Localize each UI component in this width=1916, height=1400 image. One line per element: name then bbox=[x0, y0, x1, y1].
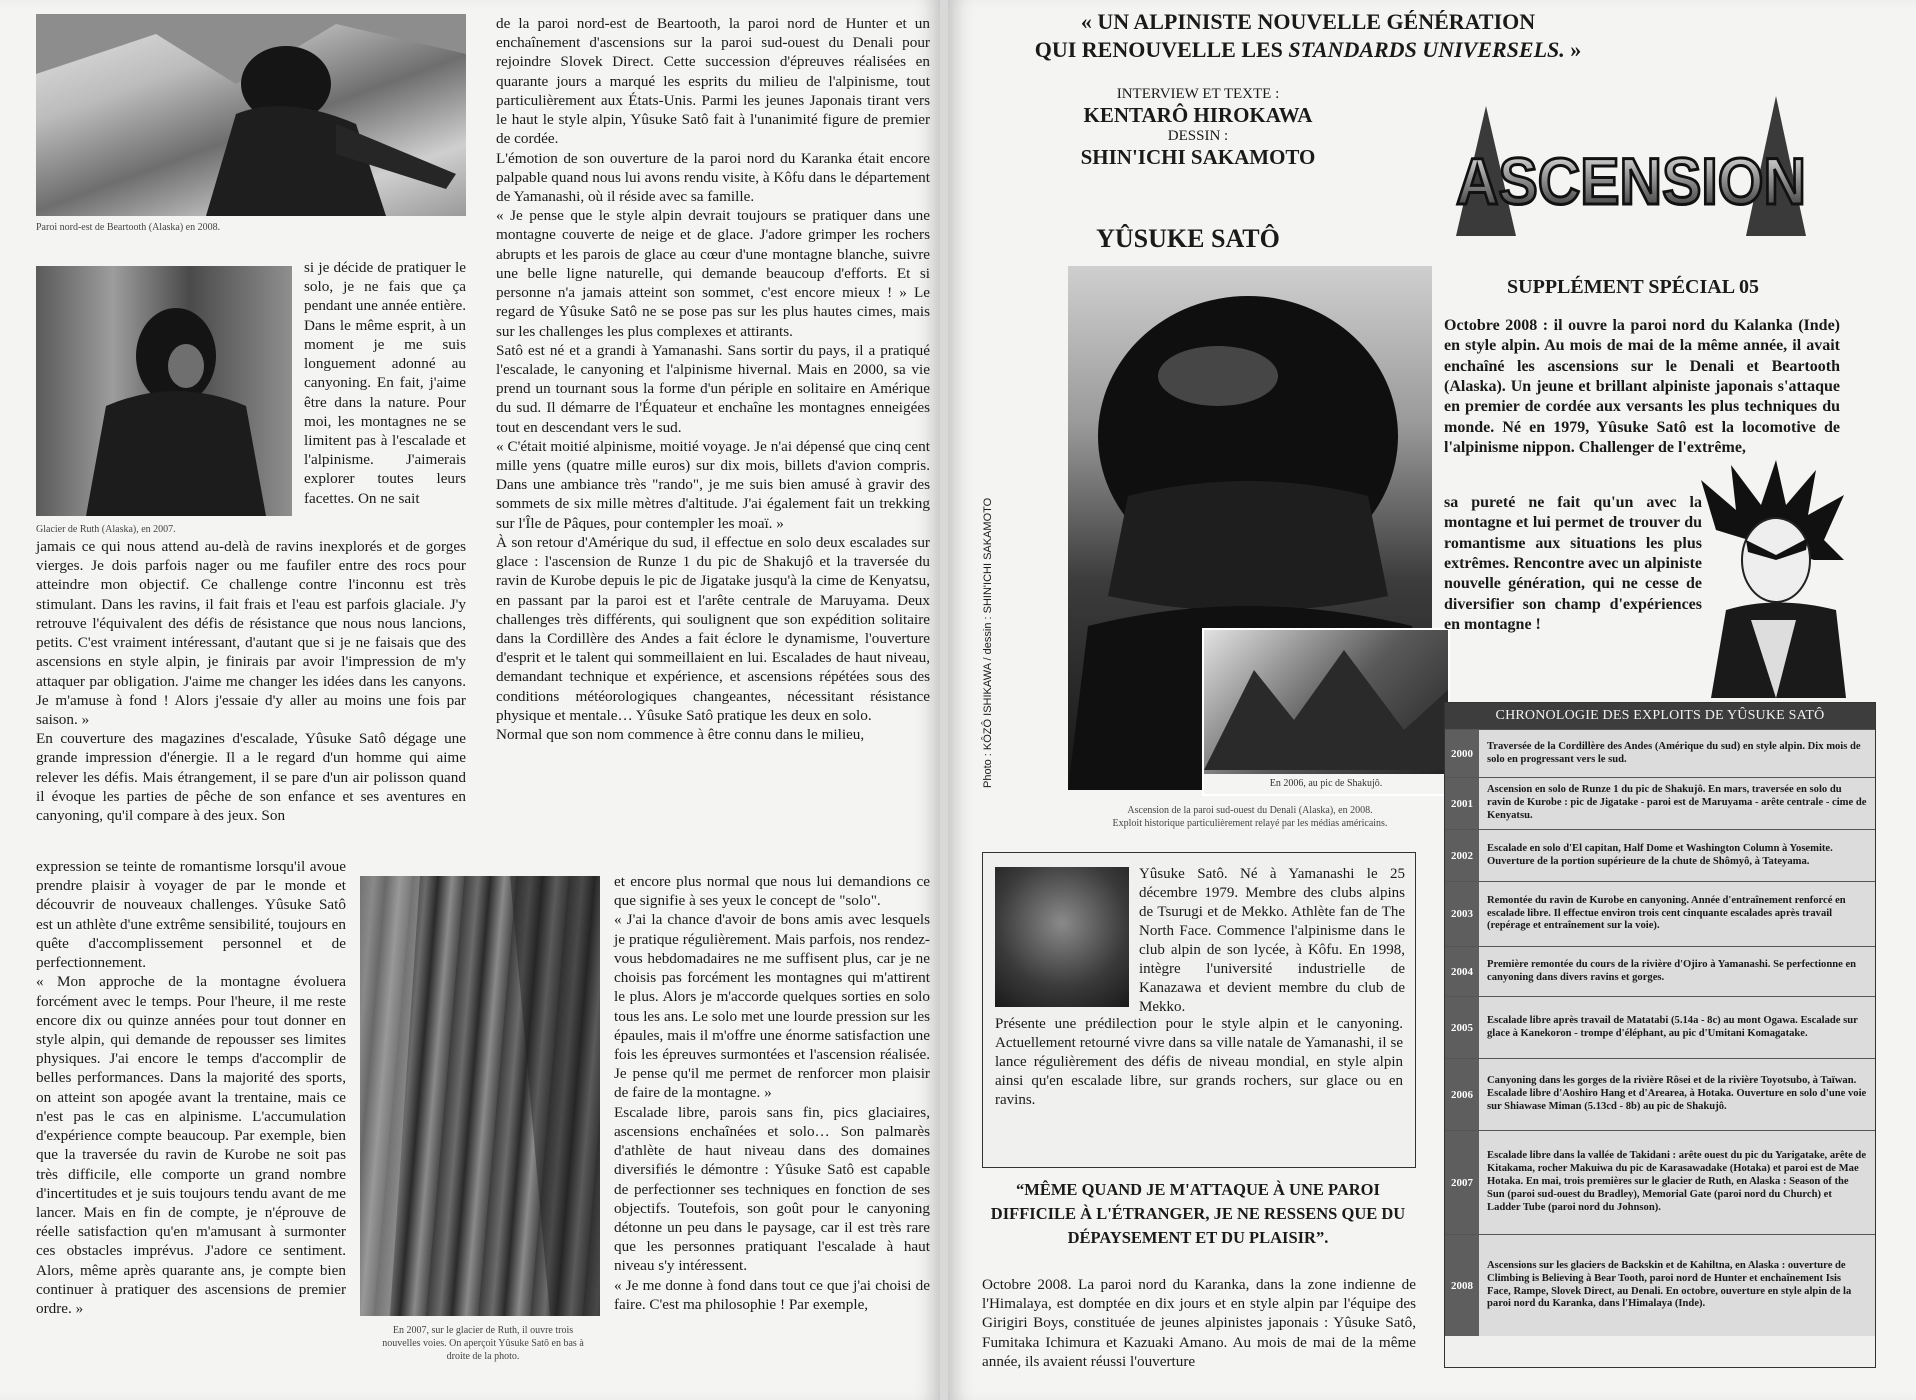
photo-beartooth bbox=[36, 14, 466, 216]
hooded-climber bbox=[36, 266, 292, 516]
chronology-row bbox=[1445, 881, 1875, 946]
inset-photo-shakujo bbox=[1202, 628, 1450, 796]
right-page bbox=[948, 0, 1916, 1400]
chronology-year: 2002 bbox=[1445, 830, 1479, 881]
col1-narrow-text: expression se teinte de romantisme lorsqu'il avoue prendre plaisir à voyager de par le monde et découvrir de nouveaux challenges. Yûsuke Satô est un athlète d'une extrême sensibilité, toujours en quête d'accomplissement personnel et de perfectionnement. « Mon approche de la montagne évoluera forcément avec le temps. Pour l'heure, il me reste encore dix ou quinze années pour tout donner en style alpin, qui demande de repousser ses limites physiques. J'ai encore le temps d'accomplir de belles performances. Dans la majorité des sports, on atteint son apogée avant la trentaine, mais ce n'est pas le cas en alpinisme. L'accumulation d'expérience compte beaucoup. Par exemple, bien que la traversée du ravin de Kurobe ne soit pas très difficile, elle comporte un grand nombre d'incertitudes et je suis toujours tendu avant de me lancer. Mais en fin de compte, je n'éprouve de réelle satisfaction qu'en m'amusant à surmonter ces obstacles imprévus. J'adore ce sentiment. Alors, même après quarante ans, je compte bien continuer à pratiquer des ascensions de premier ordre. » bbox=[36, 858, 346, 1318]
athlete-name: YÛSUKE SATÔ bbox=[1096, 224, 1280, 253]
chronology-event: Ascension en solo de Runze 1 du pic de Shakujô. En mars, traversée en solo du ravin de Kurobe : pic de Jigatake - paroi est de Maruyama - arête centrale - cime de Kenyatsu. bbox=[1487, 784, 1867, 821]
chronology-row bbox=[1445, 946, 1875, 996]
logo-graphic bbox=[1446, 86, 1816, 256]
bio-full-text: Présente une prédilection pour le style alpin et le canyoning. Actuellement retourné vivre dans sa ville natale de Yamanashi, il se lance régulièrement des défis de niveau mondial, en style alpin ainsi qu'en escalade libre, sur grands rochers, sur glace ou en ravins. bbox=[995, 1016, 1403, 1108]
chronology-year: 2000 bbox=[1445, 730, 1479, 777]
inset-caption: En 2006, au pic de Shakujô. bbox=[1204, 774, 1448, 794]
col1-para-1: jamais ce qui nous attend au-delà de ravins inexplorés et de gorges vierges. Je dois parfois nager ou me faufiler entre des rocs pour atteindre mon objectif. Ce challenge contre l'inconnu est très stimulant. Dans les ravins, il fait frais et l'eau est parfois glaciale. J'y retrouve l'équivalent des défis de résistance que nous nous lancions, petits. C'est vraiment intéressant, d'autant que si je ne faisais que des ascensions en style alpin, je finirais par avoir l'impression de m'y attaquer par obligation. J'aime me changer les idées dans les canyons. Je m'amuse à fond ! Alors j'essaie d'y aller au moins une fois par saison. » bbox=[36, 538, 466, 728]
col1-full-text bbox=[36, 537, 466, 825]
chronology-event: Escalade libre dans la vallée de Takidani : arête ouest du pic du Yarigatake, arête de Kitakama, rocher Makuiwa du pic de Karasawadake (Hotaka) et paroi est de Mae Hotaka. En mai, trois premières sur le glacier de Ruth, en Alaska : Season of the Sun (paroi sud-ouest du Bradley), Memorial Gate (paroi nord du Church) et Ladder Tube (paroi nord du Johnson). bbox=[1487, 1150, 1867, 1213]
supplement-title: SUPPLÉMENT SPÉCIAL 05 bbox=[1507, 276, 1759, 298]
chronology-year: 2003 bbox=[1445, 882, 1479, 946]
inset-mountain bbox=[1204, 630, 1448, 770]
bio-wrap-text: Yûsuke Satô. Né à Yamanashi le 25 décembre 1979. Membre des clubs alpins de Tsurugi et de Mekko. Athlète fan de The North Face. Commence l'alpinisme dans le club alpin de son lycée, à Kôfu. En 1998, intègre l'université industrielle de Kanazawa et devient membre du club de Mekko. bbox=[1139, 866, 1405, 1015]
chronology-rows bbox=[1445, 729, 1875, 1336]
chronology-event: Escalade libre après travail de Matatabi (5.14a - 8c) au mont Ogawa. Escalade sur glace à Kanekoron - trompe d'éléphant, au pic d'Umitani Komagatake. bbox=[1487, 1014, 1858, 1039]
col2-narrow-text: et encore plus normal que nous lui demandions ce que signifie à ses yeux le concept de "solo". « J'ai la chance d'avoir de bons amis avec lesquels je pratique régulièrement. Mais parfois, nos rendez-vous hebdomadaires ne me suffisent plus, car je ne choisis pas forcément les montagnes qui m'attirent le plus. Alors je m'accorde quelques sorties en solo tous les ans. Le solo met une lourde pression sur les épaules, mais il m'offre une énorme satisfaction une fois les épreuves surmontées et l'ascension réalisée. Je pense qu'il me permet de renforcer mon plaisir de faire de la montagne. » Escalade libre, parois sans fin, pics glaciaires, ascensions enchaînées et solo… Son palmarès d'athlète de haut niveau dans des domaines diversifiés le démontre : Yûsuke Satô est capable de perfectionner ses techniques en fonction de ses objectifs. Toutefois, son goût pour le canyoning détonne un peu dans le paysage, car il est très rare que les personnes pratiquant l'escalade à haut niveau s'y intéressent. « Je me donne à fond dans tout ce que j'ai choisi de faire. C'est ma philosophie ! Par exemple, bbox=[614, 873, 930, 1313]
character-illustration bbox=[1696, 460, 1846, 698]
credit-name-writer: KENTARÔ HIROKAWA bbox=[1083, 103, 1313, 127]
chronology-event: Remontée du ravin de Kurobe en canyoning. Année d'entraînement renforcé en escalade libre. Il effectue environ trois cent cinquante escalades après travail (repérage et entraînement sur la voie). bbox=[1487, 894, 1846, 932]
col1-para-2: En couverture des magazines d'escalade, Yûsuke Satô dégage une grande impression d'énergie. Il a le regard d'un homme qui aime relever les défis. Mais étrangement, il se pare d'un air polisson quand il évoque les parties de pêche de son enfance et ses aventures en canyoning, qu'il compare à des jeux. Son bbox=[36, 730, 466, 825]
chronology-row bbox=[1445, 1058, 1875, 1130]
chronology-year: 2007 bbox=[1445, 1131, 1479, 1234]
credit-name-artist: SHIN'ICHI SAKAMOTO bbox=[1080, 145, 1316, 170]
chronology-year: 2004 bbox=[1445, 947, 1479, 996]
chronology-row bbox=[1445, 777, 1875, 829]
photo-credit-vertical: Photo : KÔZÔ ISHIKAWA / dessin : SHIN'ICHI SAKAMOTO bbox=[982, 497, 994, 788]
manga-character-drawing bbox=[1696, 460, 1846, 698]
photo-ruth-glacier bbox=[36, 266, 292, 516]
col2-top-text: de la paroi nord-est de Beartooth, la paroi nord de Hunter et un enchaînement d'ascensions sur la paroi sud-ouest du Denali pour rejoindre Slovek Direct. Cette succession d'épreuves réalisées en quarante jours a marqué les esprits du milieu de l'alpinisme, tout particulièrement aux États-Unis. Parmi les jeunes Japonais tirant vers le haut le style alpin, Yûsuke Satô fait à l'unanimité figure de premier de cordée. L'émotion de son ouverture de la paroi nord du Karanka était encore palpable quand nous lui avons rendu visite, à Kôfu dans le département de Yamanashi, où il réside avec sa famille. « Je pense que le style alpin devrait toujours se pratiquer dans une montagne couverte de neige et de glace. J'adore grimper les rochers abrupts et les parois de glace au cœur d'une montagne blanche, suivre une belle ligne naturelle, qui demande beaucoup d'efforts. Et si personne n'a jamais atteint son sommet, c'est encore mieux ! » Le regard de Yûsuke Satô ne se pose pas sur les plus hautes cimes, mais sur les challenges les plus complexes et attirants. Satô est né et a grandi à Yamanashi. Sans sortir du pays, il a pratiqué l'escalade, le canyoning et l'alpinisme hivernal. Mais en 2000, sa vie prend un tournant sous la forme d'un périple en solitaire en Amérique du sud. Il démarre de l'Équateur et enchaîne les montagnes enneigées tout en descendant vers le sud. « C'était moitié alpinisme, moitié voyage. Je n'ai dépensé que cinq cent mille yens (quatre mille euros) sur dix mois, billets d'avion compris. Dans une ambiance très "rando", je me suis bien amusé à gravir des sommets de six mille mètres d'altitude. J'ai également fait un trekking sur l'Île de Pâques, pour contempler les moaï. » À son retour d'Amérique du sud, il effectue en solo deux escalades sur glace : l'ascension de Runze 1 du pic de Shakujô et la traversée du ravin de Kurobe depuis le pic de Jigatake jusqu'à la cime de Kenyatsu, en passant par la paroi est et l'arête centrale de Maruyama. Deux challenges très différents, qui soulignent que son expédition solitaire dans la Cordillère des Andes a fait éclore le dynamisme, l'ouverture d'esprit et le talent qui sommeillaient en lui. Escalades de haut niveau, demandant technique et expérience, et ascensions répétées sous des conditions météorologiques changeantes, nécessitant résistance physique et mentale… Yûsuke Satô pratique les deux en solo. Normal que son nom commence à être connu dans le milieu, bbox=[496, 15, 930, 744]
chronology-row bbox=[1445, 996, 1875, 1058]
chronology-event: Première remontée du cours de la rivière d'Ojiro à Yamanashi. Se perfectionne en canyoning dans divers ravins et gorges. bbox=[1487, 958, 1857, 983]
bio-portrait-photo bbox=[995, 867, 1129, 1007]
chronology-row bbox=[1445, 729, 1875, 777]
pull-quote: “MÊME QUAND JE M'ATTAQUE À UNE PAROI DIFFICILE À L'ÉTRANGER, JE NE RESSENS QUE DU DÉPAYSEMENT ET DU PLAISIR”. bbox=[990, 1180, 1406, 1247]
chronology-year: 2006 bbox=[1445, 1059, 1479, 1130]
chronology-event: Canyoning dans les gorges de la rivière Rôsei et de la rivière Toyotsubo, à Taïwan. Escalade libre d'Aoshiro Hang et d'Arearea, à Hotaka. Ouverture en solo d'une voie sur Shiawase Miman (5.13cd - 8b) au pic de Shakujô. bbox=[1487, 1075, 1867, 1112]
chronology-row bbox=[1445, 1234, 1875, 1336]
headline-line-1: « UN ALPINISTE NOUVELLE GÉNÉRATION bbox=[1080, 9, 1536, 34]
chronology-row bbox=[1445, 1130, 1875, 1234]
left-page bbox=[0, 0, 940, 1400]
photo-beartooth-caption: Paroi nord-est de Beartooth (Alaska) en 2008. bbox=[36, 222, 221, 233]
chronology-year: 2001 bbox=[1445, 778, 1479, 829]
photo-ruth-caption: Glacier de Ruth (Alaska), en 2007. bbox=[36, 524, 176, 535]
chronology-event: Traversée de la Cordillère des Andes (Amérique du sud) en style alpin. Dix mois de solo en progressant vers le sud. bbox=[1487, 740, 1861, 765]
bottom-body-text: Octobre 2008. La paroi nord du Karanka, dans la zone indienne de l'Himalaya, est domptée en dix jours et en style alpin par l'équipe des Girigiri Boys, constituée de jeunes alpinistes japonais : Yûsuke Satô, Fumitaka Ichimura et Kazuaki Amano. Au mois de mai de la même année, ils avaient réussi l'ouverture bbox=[982, 1276, 1416, 1370]
chronology-row bbox=[1445, 829, 1875, 881]
chronology-year: 2005 bbox=[1445, 997, 1479, 1058]
intro-bold-narrow: sa pureté ne fait qu'un avec la montagne et lui permet de trouver du romantisme aux situations les plus extrêmes. Rencontre avec un alpiniste nouvelle génération, qui ne cesse de diversifier son champ d'expériences en montagne ! bbox=[1444, 494, 1702, 633]
logo-text: ASCENSION bbox=[1456, 144, 1806, 218]
photo-ruth-climb bbox=[360, 876, 600, 1316]
credits bbox=[1058, 86, 1338, 170]
chronology-year: 2008 bbox=[1445, 1235, 1479, 1336]
main-photo-caption: Ascension de la paroi sud-ouest du Denali (Alaska), en 2008. Exploit historique particulièrement relayé par les médias américains. bbox=[1112, 805, 1388, 829]
bio-box bbox=[982, 852, 1416, 1168]
climber-silhouette bbox=[36, 14, 466, 216]
photo-ruth-climb-caption: En 2007, sur le glacier de Ruth, il ouvre trois nouvelles voies. On aperçoit Yûsuke Satô en bas à droite de la photo. bbox=[382, 1325, 584, 1362]
chronology-title: CHRONOLOGIE DES EXPLOITS DE YÛSUKE SATÔ bbox=[1445, 703, 1875, 729]
credit-label-interview: INTERVIEW ET TEXTE : bbox=[1116, 86, 1280, 102]
chronology-table bbox=[1444, 702, 1876, 1368]
rock-wall bbox=[360, 876, 600, 1316]
credit-label-drawing: DESSIN : bbox=[1167, 128, 1229, 145]
chronology-event: Ascensions sur les glaciers de Backskin et de Kahiltna, en Alaska : ouverture de Climbing is Believing à Bear Tooth, paroi nord de Hunter et enchaînement Isis Face, Rampe, Slovek Direct, au Denali. En octobre, ouverture en style alpin de la paroi nord du Karanka, dans l'Himalaya (Inde). bbox=[1487, 1259, 1852, 1310]
headline bbox=[988, 8, 1628, 63]
headline-line-2: QUI RENOUVELLE LES STANDARDS UNIVERSELS. » bbox=[1034, 36, 1582, 62]
chronology-event: Escalade en solo d'El capitan, Half Dome et Washington Column à Yosemite. Ouverture de la portion supérieure de la chute de Shômyô, à Tateyama. bbox=[1487, 842, 1833, 867]
ascension-logo bbox=[1446, 86, 1816, 256]
col1-wrap-text: si je décide de pratiquer le solo, je ne fais que ça pendant une année entière. Dans le même esprit, à un moment je me suis longuement adonné au canyoning. En fait, j'aime être dans la nature. Pour moi, les montagnes ne se limitent pas à l'escalade et l'alpinisme. J'aimerais explorer toutes leurs facettes. On ne sait bbox=[304, 259, 466, 507]
intro-bold-text: Octobre 2008 : il ouvre la paroi nord du Kalanka (Inde) en style alpin. Au mois de mai de la même année, il avait enchaîné les ascensions sur le Denali et Beartooth (Alaska). Un jeune et brillant alpiniste japonais s'attaque en premier de cordée aux versants les plus techniques du monde. Né en 1979, Yûsuke Satô est la locomotive de l'alpinisme nippon. Challenger de l'extrême, bbox=[1444, 317, 1840, 456]
